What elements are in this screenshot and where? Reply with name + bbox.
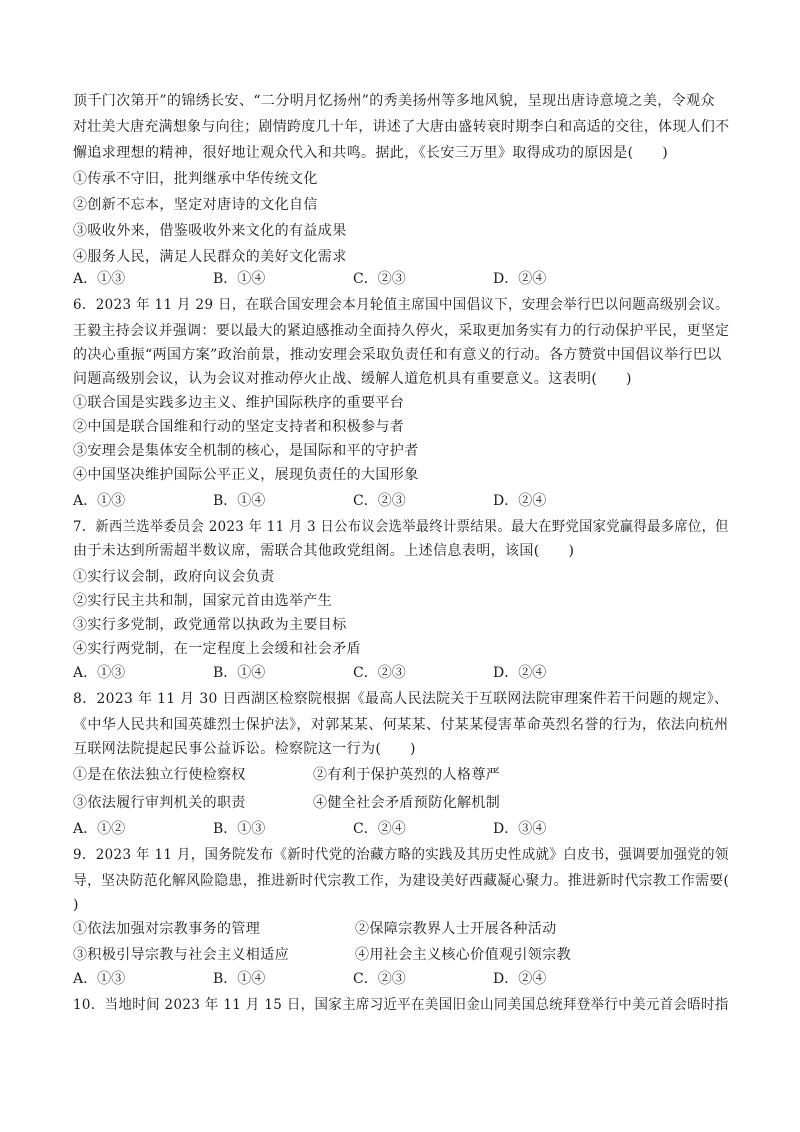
q7-item-2: ②实行民主共和制，国家元首由选举产生 xyxy=(73,593,333,609)
q6-item-4: ④中国坚决维护国际公平正义，展现负责任的大国形象 xyxy=(73,467,419,483)
q9-item-4: ④用社会主义核心价值观引领宗教 xyxy=(355,947,571,963)
q8-item-3: ③依法履行审判机关的职责 xyxy=(73,795,246,811)
q8-stem-line-2: 《中华人民共和国英雄烈士保护法》，对郭某某、何某某、付某某侵害革命英烈名誉的行为，依法向杭州 xyxy=(73,717,729,733)
q7-item-1: ①实行议会制，政府向议会负责 xyxy=(73,569,275,585)
q9-option-a[interactable]: A．①③ xyxy=(73,971,126,987)
q6-stem-line-4: 问题高级别会议，认为会议对推动停火止战、缓解人道危机具有重要意义。这表明( ) xyxy=(73,371,632,387)
q6-option-d[interactable]: D．②④ xyxy=(493,493,547,509)
q7-option-a[interactable]: A．①③ xyxy=(73,665,126,681)
q5-item-2: ②创新不忘本，坚定对唐诗的文化自信 xyxy=(73,197,318,213)
q6-stem-line-1: 6．2023 年 11 月 29 日，在联合国安理会本月轮值主席国中国倡议下，安理会举行巴以问题高级别会议。 xyxy=(73,297,729,313)
q9-option-c[interactable]: C．②③ xyxy=(353,971,406,987)
q6-item-3: ③安理会是集体安全机制的核心，是国际和平的守护者 xyxy=(73,443,419,459)
q6-item-1: ①联合国是实践多边主义、维护国际秩序的重要平台 xyxy=(73,395,405,411)
q5-option-a[interactable]: A．①③ xyxy=(73,271,126,287)
q6-option-b[interactable]: B．①④ xyxy=(213,493,266,509)
q8-item-4: ④健全社会矛盾预防化解机制 xyxy=(313,795,501,811)
q6-item-2: ②中国是联合国维和行动的坚定支持者和积极参与者 xyxy=(73,419,405,435)
q9-stem-line-3: ) xyxy=(73,897,79,913)
q5-item-4: ④服务人民，满足人民群众的美好文化需求 xyxy=(73,249,347,265)
q6-stem-line-2: 王毅主持会议并强调：要以最大的紧迫感推动全面持久停火，采取更加务实有力的行动保护平民，更坚定 xyxy=(73,323,730,339)
q5-stem-line-3: 懈追求理想的精神，很好地让观众代入和共鸣。据此，《长安三万里》取得成功的原因是( ) xyxy=(73,145,669,161)
q7-stem-line-2: 由于未达到所需超半数议席，需联合其他政党组阁。上述信息表明，该国( ) xyxy=(73,543,575,559)
q9-stem-line-1: 9．2023 年 11 月，国务院发布《新时代党的治藏方略的实践及其历史性成就》白皮书，强调要加强党的领 xyxy=(73,847,729,863)
q9-option-d[interactable]: D．②④ xyxy=(493,971,547,987)
q9-item-3: ③积极引导宗教与社会主义相适应 xyxy=(73,947,289,963)
q7-option-b[interactable]: B．①④ xyxy=(213,665,266,681)
q5-item-3: ③吸收外来，借鉴吸收外来文化的有益成果 xyxy=(73,223,347,239)
q5-option-c[interactable]: C．②③ xyxy=(353,271,406,287)
q8-option-d[interactable]: D．③④ xyxy=(493,821,547,837)
q8-item-1: ①是在依法独立行使检察权 xyxy=(73,767,246,783)
q5-option-d[interactable]: D．②④ xyxy=(493,271,547,287)
q5-item-1: ①传承不守旧，批判继承中华传统文化 xyxy=(73,171,318,187)
q8-stem-line-1: 8．2023 年 11 月 30 日西湖区检察院根据《最高人民法院关于互联网法院审理案件若干问题的规定》、 xyxy=(73,691,729,707)
q7-option-c[interactable]: C．②③ xyxy=(353,665,406,681)
q7-option-d[interactable]: D．②④ xyxy=(493,665,547,681)
q9-item-1: ①依法加强对宗教事务的管理 xyxy=(73,921,261,937)
q10-stem-line-1: 10．当地时间 2023 年 11 月 15 日，国家主席习近平在美国旧金山同美国总统拜登举行中美元首会晤时指 xyxy=(73,997,729,1013)
q9-stem-line-2: 导，坚决防范化解风险隐患，推进新时代宗教工作，为建设美好西藏凝心聚力。推进新时代宗教工作需要( xyxy=(73,873,730,889)
q8-item-2: ②有利于保护英烈的人格尊严 xyxy=(313,767,501,783)
q7-item-4: ④实行两党制，在一定程度上会缓和社会矛盾 xyxy=(73,641,361,657)
q7-stem-line-1: 7．新西兰选举委员会 2023 年 11 月 3 日公布议会选举最终计票结果。最大在野党国家党赢得最多席位，但 xyxy=(73,519,729,535)
q8-option-a[interactable]: A．①② xyxy=(73,821,126,837)
q5-stem-line-1: 顶千门次第开”的锦绣长安、“二分明月忆扬州”的秀美扬州等多地风貌，呈现出唐诗意境之美，令观众 xyxy=(73,93,715,109)
q8-option-c[interactable]: C．②④ xyxy=(353,821,406,837)
q8-option-b[interactable]: B．①③ xyxy=(213,821,266,837)
q6-stem-line-3: 的决心重振“两国方案”政治前景，推动安理会采取负责任和有意义的行动。各方赞赏中国倡议举行巴以 xyxy=(73,347,722,363)
q6-option-c[interactable]: C．②③ xyxy=(353,493,406,509)
q9-item-2: ②保障宗教界人士开展各种活动 xyxy=(355,921,557,937)
q7-item-3: ③实行多党制，政党通常以执政为主要目标 xyxy=(73,617,347,633)
q6-option-a[interactable]: A．①③ xyxy=(73,493,126,509)
q5-option-b[interactable]: B．①④ xyxy=(213,271,266,287)
q8-stem-line-3: 互联网法院提起民事公益诉讼。检察院这一行为( ) xyxy=(73,741,416,757)
q9-option-b[interactable]: B．①④ xyxy=(213,971,266,987)
q5-stem-line-2: 对壮美大唐充满想象与向往；剧情跨度几十年，讲述了大唐由盛转衰时期李白和高适的交往，体现人们不 xyxy=(73,119,730,135)
